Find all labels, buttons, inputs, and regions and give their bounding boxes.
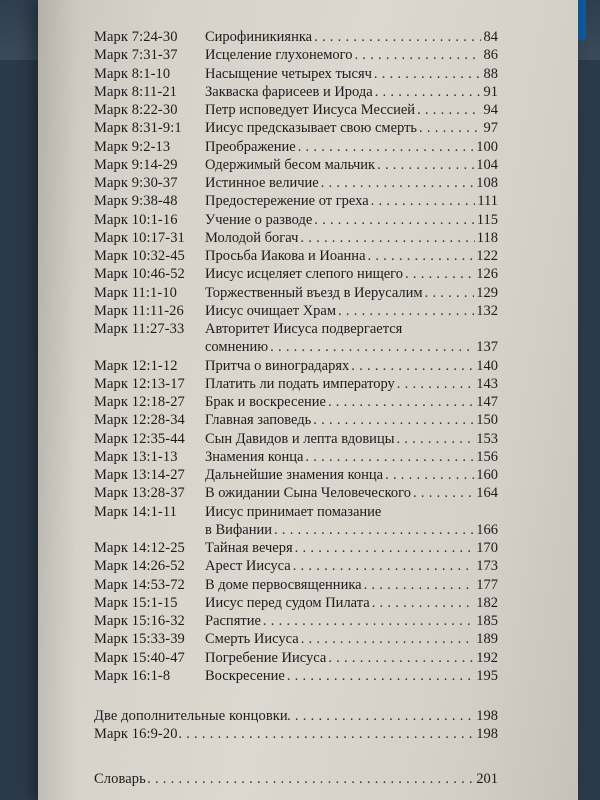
dot-leader (300, 229, 474, 247)
dot-leader (274, 521, 474, 539)
toc-entry-page: 115 (476, 211, 498, 228)
toc-entry-page: 153 (476, 430, 498, 447)
toc-entry[interactable] (38, 302, 578, 320)
toc-entry-title: Иисус принимает помазание (205, 503, 382, 520)
toc-entry-ref: Марк 13:28-37 (94, 485, 185, 502)
dot-leader (301, 630, 475, 648)
toc-entry-ref: Марк 14:1-11 (94, 503, 178, 520)
toc-entry[interactable] (38, 539, 578, 557)
toc-entry-page: 100 (476, 138, 498, 155)
toc-entry-ref: Марк 10:1-16 (94, 211, 178, 228)
toc-entry-title: Просьба Иакова и Иоанна (205, 248, 366, 264)
dot-leader (397, 375, 474, 393)
toc-entry-ref: Марк 14:26-52 (94, 558, 185, 575)
dot-leader (295, 539, 475, 557)
toc-entry-title: Предостережение от греха (205, 193, 369, 210)
toc-entry[interactable] (38, 375, 578, 393)
toc-entry-ref: Марк 12:1-12 (94, 357, 178, 374)
toc-entry-ref: Марк 10:32-45 (94, 248, 185, 264)
toc-entry-title: Иисус очищает Храм (205, 302, 337, 319)
toc-entry-page: 84 (483, 29, 498, 45)
dot-leader (314, 28, 481, 46)
toc-entry[interactable] (38, 630, 578, 648)
toc-entry-title: Тайная вечеря (205, 540, 293, 556)
toc-entry[interactable] (38, 557, 578, 575)
toc-entry-title: Сын Давидов и лепта вдовицы (205, 430, 395, 447)
toc-entry[interactable] (38, 247, 578, 265)
toc-entry[interactable] (38, 28, 578, 46)
toc-entry-ref: Марк 10:46-52 (94, 266, 185, 283)
toc-entry-ref: Марк 12:13-17 (94, 375, 185, 392)
toc-entry-page: 164 (476, 485, 498, 502)
toc-entry[interactable] (38, 192, 578, 210)
dot-leader (385, 466, 474, 484)
toc-entry-title: Петр исповедует Иисуса Мессией (205, 102, 416, 118)
toc-entry-title: Истинное величие (205, 175, 319, 191)
toc-entry-title: Закваска фарисеев и Ирода (205, 83, 373, 100)
toc-entry-ref: Марк 9:14-29 (94, 156, 178, 173)
toc-entry-page: 160 (476, 467, 498, 483)
toc-entry[interactable] (38, 357, 578, 375)
toc-entry[interactable] (38, 612, 578, 630)
toc-entry-title: Дальнейшие знамения конца (205, 467, 384, 483)
toc-entry-title-cont: сомнению (205, 339, 269, 356)
toc-entry[interactable] (38, 667, 578, 685)
toc-entry[interactable] (38, 430, 578, 448)
toc-entry-title: Погребение Иисуса (205, 649, 327, 666)
toc-entry-title: Учение о разводе (205, 211, 313, 228)
dot-leader (351, 357, 474, 375)
toc-entry-title: Насыщение четырех тысяч (205, 65, 372, 82)
toc-extra-entry[interactable] (38, 707, 578, 725)
dot-leader (147, 770, 474, 788)
toc-entry-page: 150 (476, 412, 498, 429)
toc-entry-page: 170 (476, 540, 498, 556)
toc-entry-page: 173 (476, 558, 498, 575)
toc-entry-page: 104 (476, 156, 498, 173)
toc-entry-page: 189 (476, 631, 498, 648)
toc-entry[interactable] (38, 393, 578, 411)
toc-extra-entry[interactable] (38, 725, 578, 743)
toc-entry-title: Исцеление глухонемого (205, 47, 353, 64)
toc-entry[interactable] (38, 174, 578, 192)
toc-entry-page: 88 (483, 65, 498, 82)
toc-entry-ref: Марк 15:33-39 (94, 631, 185, 648)
toc-entry[interactable] (38, 101, 578, 119)
dot-leader (298, 138, 475, 156)
toc-entry[interactable] (38, 448, 578, 466)
dot-leader (338, 302, 474, 320)
toc-entry-ref: Марк 14:53-72 (94, 576, 185, 593)
dot-leader (367, 247, 474, 265)
toc-entry-ref: Марк 9:2-13 (94, 138, 171, 155)
toc-entry[interactable] (38, 484, 578, 502)
toc-entry-continuation[interactable] (38, 521, 578, 539)
toc-entry-ref: Марк 9:30-37 (94, 175, 178, 191)
dot-leader (305, 448, 474, 466)
toc-extra-title: Марк 16:9-20 (94, 726, 178, 743)
toc-entry[interactable] (38, 265, 578, 283)
toc-entry-page: 132 (476, 302, 498, 319)
toc-entry-title: В доме первосвященника (205, 576, 362, 593)
dot-leader (263, 612, 474, 630)
toc-entry-title: Иисус исцеляет слепого нищего (205, 266, 404, 283)
dot-leader (178, 725, 474, 743)
toc-entry-title: Главная заповедь (205, 412, 312, 429)
toc-entry-page: 143 (476, 375, 498, 392)
toc-entry-title: Брак и воскресение (205, 394, 326, 410)
dot-leader (375, 83, 482, 101)
toc-entry-ref: Марк 7:24-30 (94, 29, 178, 45)
toc-entry-title: Платить ли подать императору (205, 375, 395, 392)
toc-entry-page: 97 (483, 120, 498, 137)
toc-entry-page: 166 (476, 521, 498, 538)
toc-entry-ref: Марк 12:18-27 (94, 394, 185, 410)
toc-entry-ref: Марк 12:35-44 (94, 430, 185, 447)
toc-entry-title: Иисус перед судом Пилата (205, 594, 370, 611)
toc-entry-page: 185 (476, 613, 498, 629)
toc-entry-ref: Марк 8:1-10 (94, 65, 171, 82)
toc-entry-ref: Марк 13:14-27 (94, 467, 185, 483)
toc-entry[interactable] (38, 229, 578, 247)
toc-entry-ref: Марк 11:27-33 (94, 321, 185, 337)
toc-entry-page: 192 (476, 649, 498, 666)
dot-leader (405, 265, 474, 283)
toc-glossary-title: Словарь (94, 770, 146, 787)
dot-leader (293, 557, 475, 575)
toc-entry-ref: Марк 8:31-9:1 (94, 120, 182, 137)
toc-entry-title: Иисус предсказывает свою смерть (205, 120, 418, 137)
toc-extra-title: Две дополнительные концовки (94, 708, 288, 724)
toc-entry[interactable] (38, 211, 578, 229)
toc-entry-title: Одержимый бесом мальчик (205, 156, 376, 173)
toc-entry-ref: Марк 7:31-37 (94, 47, 178, 64)
dot-leader (413, 484, 474, 502)
toc-entry-title: Авторитет Иисуса подвергается (205, 321, 403, 337)
toc-entry-page: 86 (483, 47, 498, 64)
dot-leader (328, 393, 474, 411)
toc-entry-page: 118 (476, 229, 498, 246)
dot-leader (287, 707, 474, 725)
toc-entry-title: Преображение (205, 138, 296, 155)
dot-leader (321, 174, 475, 192)
toc-entry-page: 177 (476, 576, 498, 593)
toc-entry-ref: Марк 14:12-25 (94, 540, 185, 556)
toc-entry[interactable] (38, 411, 578, 429)
toc-entry-page: 126 (476, 266, 498, 283)
dot-leader (425, 284, 475, 302)
toc-entry-ref: Марк 15:1-15 (94, 594, 178, 611)
toc-entry-ref: Марк 16:1-8 (94, 667, 171, 684)
toc-entry[interactable] (38, 466, 578, 484)
toc-entry-page: 182 (476, 594, 498, 611)
toc-entry[interactable] (38, 156, 578, 174)
dot-leader (371, 192, 476, 210)
toc-entry[interactable] (38, 138, 578, 156)
book-page (38, 0, 578, 800)
dot-leader (354, 46, 481, 64)
toc-entry-title-cont: в Вифании (205, 521, 273, 538)
toc-entry-page: 195 (476, 667, 498, 684)
toc-entry-title: Воскресение (205, 667, 285, 684)
toc-entry-title: Молодой богач (205, 229, 299, 246)
toc-entry-page: 137 (476, 339, 498, 356)
toc-entry-ref: Марк 15:16-32 (94, 613, 185, 629)
toc-entry[interactable] (38, 649, 578, 667)
toc-entry-page: 156 (476, 448, 498, 465)
toc-entry[interactable] (38, 576, 578, 594)
toc-entry-page: 147 (476, 394, 498, 410)
toc-entry-page: 140 (476, 357, 498, 374)
toc-entry-ref: Марк 12:28-34 (94, 412, 185, 429)
dot-leader (364, 576, 475, 594)
toc-entry-title: Арест Иисуса (205, 558, 291, 575)
toc-entry-ref: Марк 15:40-47 (94, 649, 185, 666)
dot-leader (313, 411, 474, 429)
toc-entry[interactable] (38, 65, 578, 83)
toc-entry[interactable] (38, 320, 578, 338)
toc-entry[interactable] (38, 594, 578, 612)
toc-entry-title: В ожидании Сына Человеческого (205, 485, 412, 502)
toc-entry-ref: Марк 11:11-26 (94, 302, 184, 319)
toc-entry-title: Притча о виноградарях (205, 357, 350, 374)
toc-entry-page: 129 (476, 284, 498, 301)
toc-entry-page: 108 (476, 175, 498, 191)
dot-leader (287, 667, 474, 685)
dot-leader (372, 594, 475, 612)
toc-entry-title: Смерть Иисуса (205, 631, 299, 648)
dot-leader (374, 65, 482, 83)
toc-entry[interactable] (38, 284, 578, 302)
toc-entry[interactable] (38, 503, 578, 521)
dot-leader (417, 101, 481, 119)
dot-leader (328, 649, 474, 667)
toc-entry-ref: Марк 8:22-30 (94, 102, 178, 118)
dot-leader (419, 119, 481, 137)
toc-glossary-entry[interactable] (38, 770, 578, 788)
toc-entry-ref: Марк 8:11-21 (94, 83, 178, 100)
toc-entry-ref: Марк 9:38-48 (94, 193, 178, 210)
toc-extra-page: 198 (476, 726, 498, 743)
toc-entry-page: 91 (483, 83, 498, 100)
toc-entry-ref: Марк 11:1-10 (94, 284, 178, 301)
dot-leader (377, 156, 474, 174)
toc-entry-continuation[interactable] (38, 338, 578, 356)
toc-entry[interactable] (38, 119, 578, 137)
toc-glossary-page: 201 (476, 770, 498, 787)
toc-entry-title: Распятие (205, 613, 261, 629)
dot-leader (314, 211, 475, 229)
toc-entry-title: Знамения конца (205, 448, 304, 465)
dot-leader (396, 430, 474, 448)
toc-entry-page: 122 (476, 248, 498, 264)
toc-entry[interactable] (38, 83, 578, 101)
dot-leader (270, 338, 474, 356)
toc-entry-ref: Марк 10:17-31 (94, 229, 185, 246)
toc-entry-ref: Марк 13:1-13 (94, 448, 178, 465)
toc-entry-page: 111 (477, 193, 498, 210)
toc-entry-title: Торжественный въезд в Иерусалим (205, 284, 423, 301)
toc-extra-page: 198 (476, 708, 498, 724)
toc-entry[interactable] (38, 46, 578, 64)
toc-entry-page: 94 (483, 102, 498, 118)
toc-entry-title: Сирофиникиянка (205, 29, 313, 45)
